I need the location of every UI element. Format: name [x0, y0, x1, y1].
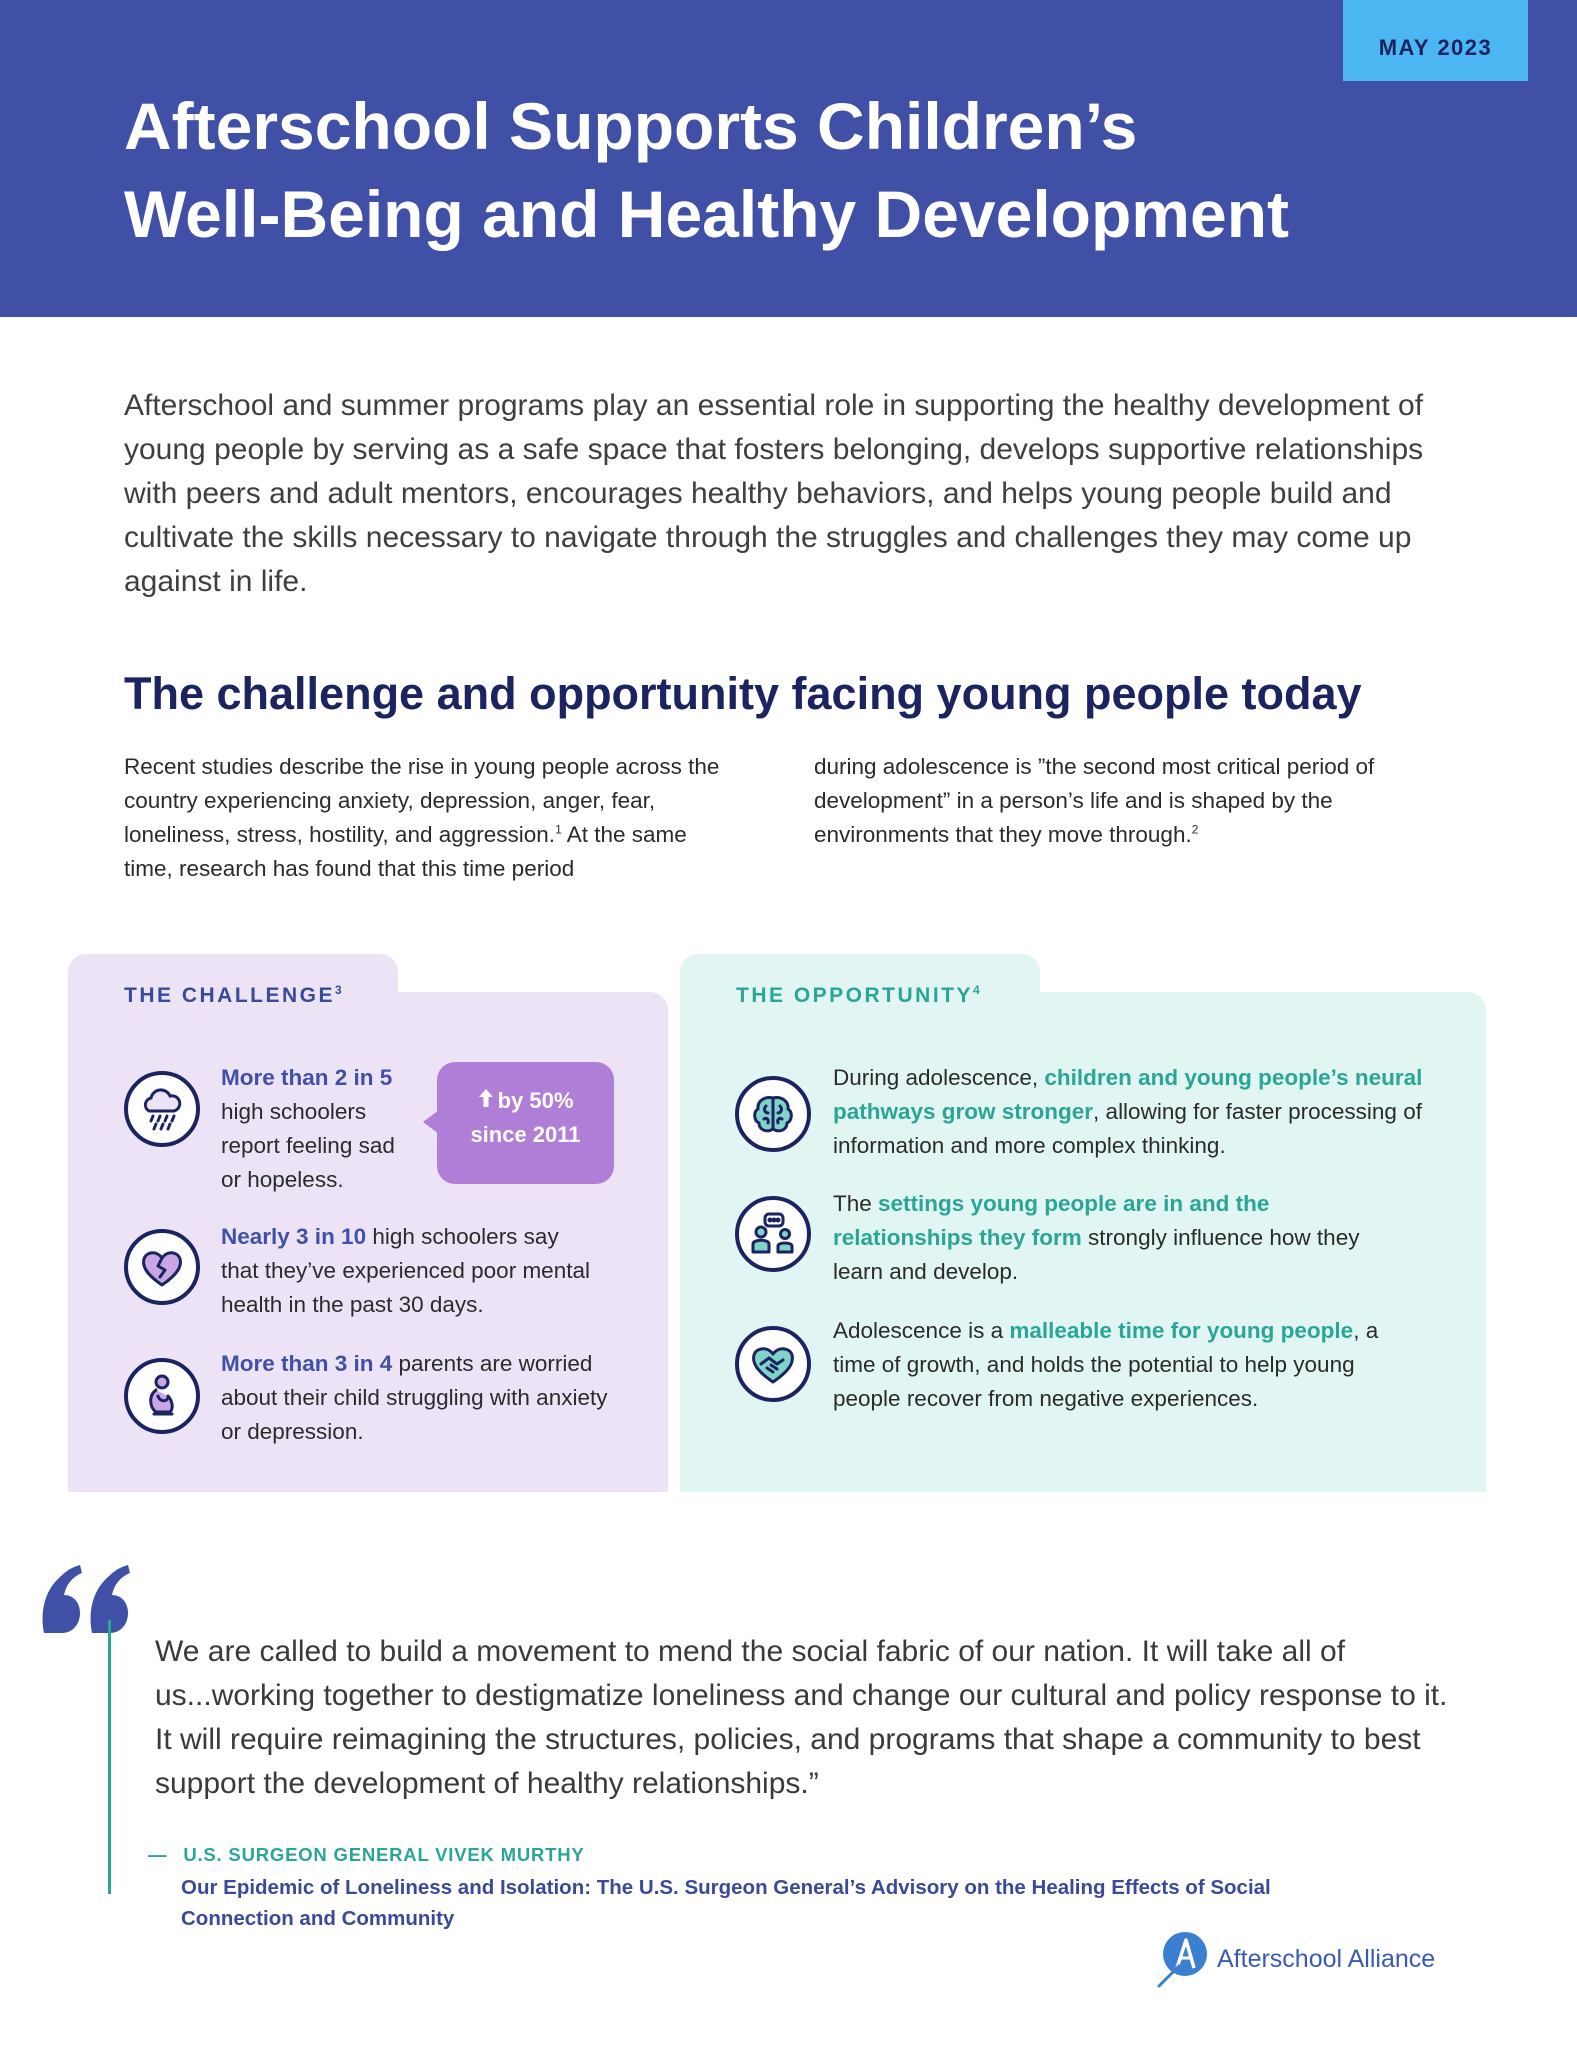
challenge-stat-1-text: high schoolers report feeling sad or hopeless.: [221, 1099, 395, 1192]
challenge-label-text: THE CHALLENGE: [124, 984, 335, 1007]
increase-callout-line-2: since 2011: [470, 1122, 581, 1147]
opportunity-item-3-post: , a time of growth, and holds the potential to help young people recover from negative experiences.: [833, 1318, 1379, 1411]
opportunity-item-3-pre: Adolescence is a: [833, 1318, 1010, 1343]
intro-paragraph: Afterschool and summer programs play an essential role in supporting the healthy development of young people by serving as a safe space that fosters belonging, develops supportive relationships with peers and adult mentors, encourages healthy behaviors, and helps young people build and cultivate the skills necessary to navigate through the struggles and challenges they may come up against in life.: [124, 389, 1424, 598]
brain-icon: [735, 1076, 811, 1152]
up-arrow-icon: [478, 1084, 494, 1118]
challenge-stat-2-highlight: Nearly 3 in 10: [221, 1224, 367, 1249]
increase-callout: [437, 1062, 614, 1184]
increase-callout-value: by 50%: [497, 1088, 574, 1113]
rain-cloud-icon: [124, 1071, 200, 1147]
opportunity-label-text: THE OPPORTUNITY: [736, 984, 974, 1007]
footnote-3: 3: [335, 983, 345, 997]
challenge-stat-3-highlight: More than 3 in 4: [221, 1351, 393, 1376]
opportunity-item-3: [833, 1314, 1423, 1416]
page-title: [124, 82, 1424, 258]
footnote-2: 2: [1191, 822, 1199, 837]
footnote-4: 4: [973, 983, 983, 997]
challenge-stat-1-highlight: More than 2 in 5: [221, 1065, 393, 1090]
opportunity-item-1-pre: During adolescence,: [833, 1065, 1045, 1090]
section-text-left: [124, 750, 724, 886]
opportunity-item-3-highlight: malleable time for young people: [1009, 1318, 1354, 1343]
challenge-stat-3-text: parents are worried about their child struggling with anxiety or depression.: [221, 1351, 608, 1444]
opportunity-item-1: [833, 1061, 1443, 1163]
opportunity-item-2: [833, 1187, 1393, 1289]
sad-person-icon: [124, 1358, 200, 1434]
quote-author-name: U.S. SURGEON GENERAL VIVEK MURTHY: [183, 1844, 585, 1865]
quote-mark-icon: [40, 1555, 132, 1635]
handshake-heart-icon: [735, 1326, 811, 1402]
afterschool-alliance-logo-mark: [1155, 1928, 1211, 1990]
section-text-right: [814, 750, 1414, 852]
opportunity-item-2-pre: The: [833, 1191, 879, 1216]
quote-author: [148, 1844, 585, 1866]
footnote-1: 1: [555, 822, 562, 837]
quote-text: We are called to build a movement to mend the social fabric of our nation. It will take all of us...working together to destigmatize loneliness and change our cultural and policy response to it. It will require reimagining the structures, policies, and programs that shape a community to best support the development of healthy relationships.”: [155, 1635, 1448, 1800]
challenge-label: [124, 984, 344, 1008]
opportunity-item-1-highlight: children and young people’s neural pathways grow stronger: [833, 1065, 1423, 1124]
quote-source: Our Epidemic of Loneliness and Isolation: The U.S. Surgeon General’s Advisory on the Healing Effects of Social Connection and Community: [181, 1876, 1271, 1930]
date-badge: MAY 2023: [1343, 0, 1528, 81]
section-heading: The challenge and opportunity facing young people today: [124, 668, 1362, 719]
increase-callout-line-1: [437, 1084, 614, 1118]
challenge-stat-3: [221, 1347, 621, 1449]
challenge-stat-2: [221, 1220, 601, 1322]
title-line-1: Afterschool Supports Children’s: [124, 89, 1138, 163]
challenge-stat-1: [221, 1061, 421, 1197]
quote-dash: —: [148, 1844, 168, 1865]
logo-text: Afterschool Alliance: [1217, 1944, 1436, 1973]
opportunity-label: [736, 984, 982, 1008]
section-text-left-a: Recent studies describe the rise in young people across the country experiencing anxiety, depression, anger, fear, loneliness, stress, hostility, and aggression.: [124, 754, 720, 847]
opportunity-item-2-highlight: settings young people are in and the relationships they form: [833, 1191, 1270, 1250]
opportunity-item-2-post: strongly influence how they learn and develop.: [833, 1225, 1360, 1284]
opportunity-item-1-post: , allowing for faster processing of information and more complex thinking.: [833, 1099, 1422, 1158]
afterschool-alliance-logo: [1155, 1928, 1435, 1990]
title-line-2: Well-Being and Healthy Development: [124, 177, 1289, 251]
people-talking-icon: [735, 1196, 811, 1272]
broken-heart-icon: [124, 1229, 200, 1305]
quote-divider: [108, 1620, 111, 1894]
section-text-left-b: At the same time, research has found that this time period: [124, 822, 687, 881]
challenge-stat-2-text: high schoolers say that they’ve experienced poor mental health in the past 30 days.: [221, 1224, 590, 1317]
section-text-right-a: during adolescence is ”the second most critical period of development” in a person’s life and is shaped by the environments that they move through.: [814, 754, 1375, 847]
